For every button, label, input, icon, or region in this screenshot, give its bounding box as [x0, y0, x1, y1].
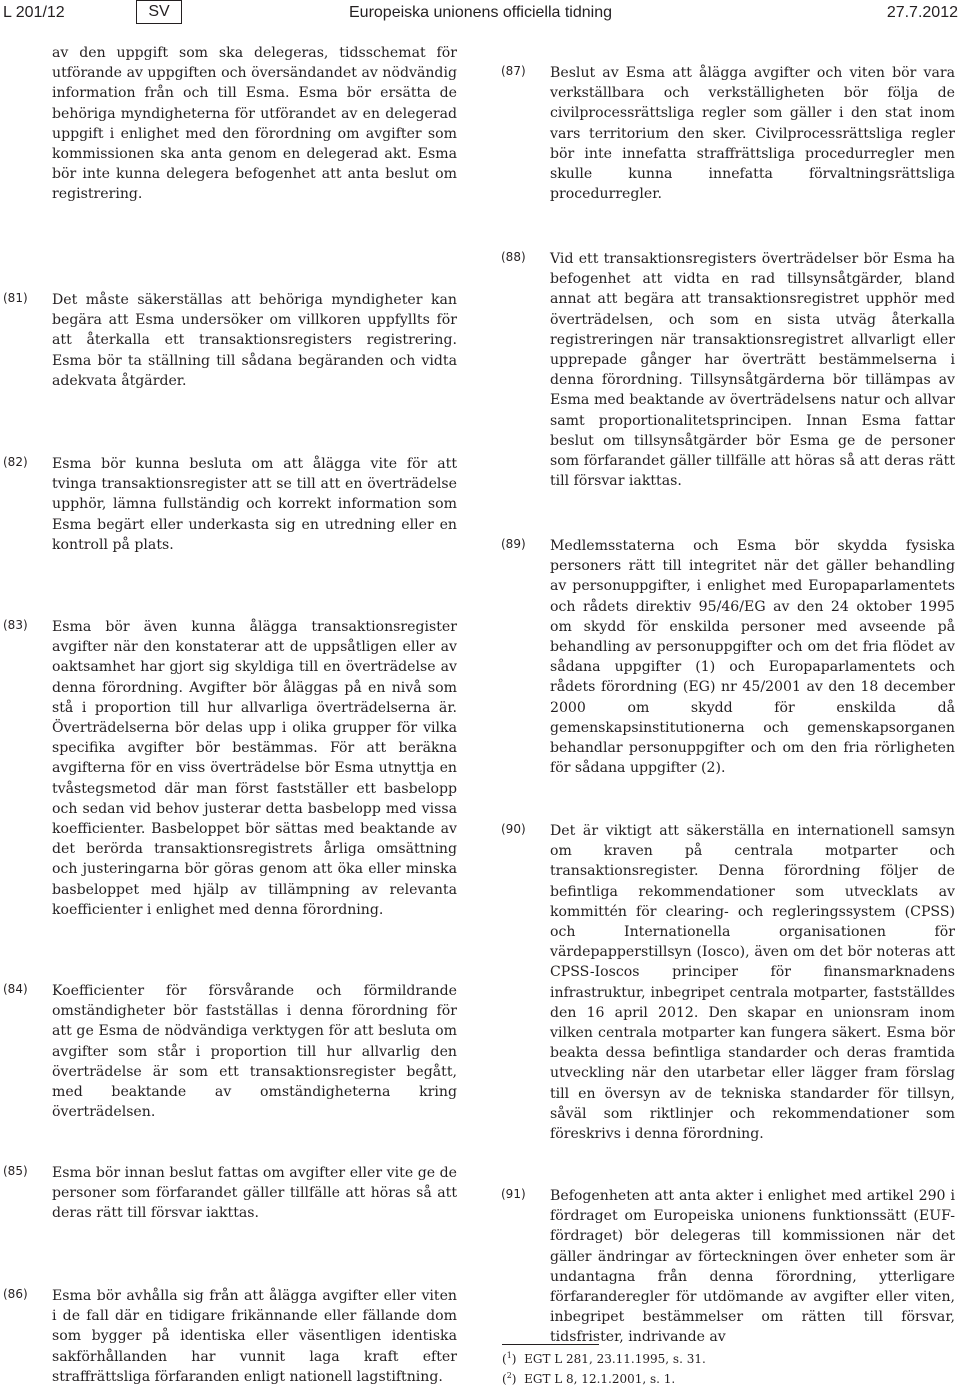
footnote-mark: 1	[506, 1351, 512, 1360]
paragraph-text: Koefficienter för försvårande och förmildrande omständigheter bör fastställas i denna förordning för att ge Esma de nödvändiga verktygen för att besluta om avgifter som står i proportion till hur allvarlig den överträdelse är som ett transaktionsregister begått, med beaktande av omständigheterna kring överträdelsen.	[52, 983, 457, 1121]
journal-title: Europeiska unionens officiella tidning	[349, 4, 612, 21]
recital-number: (86)	[3, 1287, 28, 1301]
paragraph-text: Esma bör avhålla sig från att ålägga avgifter eller viten i de fall där en tidigare frikännande eller fällande dom som bygger på identiska eller väsentligen identiska sakförhållanden har vunnit laga kraft efter straffrättsliga förfaranden enligt nationell lagstiftning.	[52, 1288, 457, 1385]
recital-number: (85)	[3, 1164, 28, 1178]
publication-date: 27.7.2012	[886, 4, 958, 21]
paragraph-text: Det är viktigt att säkerställa en internationell samsyn om kraven på centrala motparter och transaktionsregister. Denna förordning följer de befintliga rekommendationer som utvecklats av kommittén för clearing- och regleringssystem (CPSS) och Internationella organisationen för värdepapperstillsyn (Iosco), även om det bör noteras att CPSS-Ioscos principer för finansmarknadens infrastruktur, inbegripet centrala motparter, fastställdes den 16 april 2012. Den skapar en unionsram inom vilken centrala motparter kan fungera säkert. Esma bör beakta dessa befintliga standarder och deras framtida utveckling när den utarbetar eller lägger fram förslag till en översyn av de tekniska standarder för tillsyn, såväl som riktlinjer och rekommendationer som föreskrivs i denna förordning.	[550, 823, 955, 1143]
recital-number: (91)	[501, 1187, 526, 1201]
recital-number: (90)	[501, 822, 526, 836]
paragraph-text: Det måste säkerställas att behöriga myndigheter kan begära att Esma undersöker om villkoren uppfyllts för att återkalla ett transaktionsregisters registrering. Esma bör ta ställning till sådana begäranden och vidta adekvata åtgärder.	[52, 292, 457, 389]
footnote-mark: 2	[506, 1371, 512, 1380]
paragraph-text: Befogenheten att anta akter i enlighet med artikel 290 i fördraget om Europeiska unionens funktionssätt (EUF-fördraget) bör delegeras till kommissionen när det gäller ändringar av förteckningen över enheter som är undantagna från denna förordning, ytterligare förfaranderegler för utdömande av avgifter eller viten, inbegripet bestämmelser om rätten till försvar, tidsfrister, indrivande av	[550, 1188, 955, 1346]
recital-number: (83)	[3, 618, 28, 632]
paragraph-text: Esma bör kunna besluta om att ålägga vite för att tvinga transaktionsregister att se till att en överträdelse upphör, lämna fullständig och korrekt information som Esma begärt eller underkasta sig en utredning eller en kontroll på plats.	[52, 456, 457, 553]
paragraph-text: Medlemsstaterna och Esma bör skydda fysiska personers rätt till integritet när det gäller behandling av personuppgifter, i enlighet med Europaparlamentets och rådets direktiv 95/46/EG av den 24 oktober 1995 om skydd för enskilda personer med avseende på behandling av personuppgifter och om det fria flödet av sådana uppgifter (1) och Europaparlamentets och rådets förordning (EG) nr 45/2001 av den 18 december 2000 om skydd för enskilda då gemenskapsinstitutionerna och gemenskapsorganen behandlar personuppgifter och om den fria rörligheten för sådana uppgifter (2).	[550, 538, 955, 777]
recital-number: (88)	[501, 250, 526, 264]
recital-number: (81)	[3, 291, 28, 305]
recital-number: (82)	[3, 455, 28, 469]
footnote-1: ($^1$) EGT L 281, 23.11.1995, s. 31.	[502, 1351, 706, 1366]
paragraph-text: Esma bör även kunna ålägga transaktionsregister avgifter när den konstaterar att de uppsåtligen eller av oaktsamhet har gjort sig skyldiga till en överträdelse av denna förordning. Avgifter bör åläggas på en nivå som stå i proportion till hur allvarliga överträdelserna är. Överträdelserna bör delas upp i olika grupper för vilka specifika avgifter bör bestämmas. För att beräkna avgifterna för en viss överträdelse bör Esma utnyttja en tvåstegsmetod där man först fastställer ett basbelopp och sedan vid behov justerar detta basbelopp med vissa koefficienter. Basbeloppet bör sättas med beaktande av det berörda transaktionsregistrets årliga omsättning och justeringarna bör göras genom att öka eller minska basbeloppet med hjälp av tillämpning av relevanta koefficienter i enlighet med denna förordning.	[52, 619, 457, 918]
recital-number: (87)	[501, 64, 526, 78]
footnote-divider	[502, 1344, 599, 1345]
recital-number: (89)	[501, 537, 526, 551]
footnote-text: EGT L 281, 23.11.1995, s. 31.	[524, 1352, 706, 1366]
footnote-2: ($^2$) EGT L 8, 12.1.2001, s. 1.	[502, 1371, 676, 1386]
paragraph-text: Vid ett transaktionsregisters överträdelser bör Esma ha befogenhet att vidta en rad tillsynsåtgärder, bland annat att begära att transaktionsregistret upphör med överträdelsen, och som en sista utväg återkalla registreringen när transaktionsregistret allvarligt eller upprepade gånger har överträtt bestämmelserna i denna förordning. Tillsynsåtgärderna bör tillämpas av Esma med beaktande av överträdelsens natur och allvar samt proportionalitetsprincipen. Innan Esma fattar beslut om tillsynsåtgärder bör Esma ge de personer som förfarandet gäller tillfälle att höras så att deras rätt till försvar iakttas.	[550, 251, 955, 490]
journal-reference: L 201/12	[3, 4, 65, 21]
paragraph-text: av den uppgift som ska delegeras, tidsschemat för utförande av uppgiften och översändandet av nödvändig information från och till Esma. Esma bör ersätta de behöriga myndigheterna för utförandet av en delegerad uppgift i enlighet med den förordning om avgifter som kommissionen ska anta genom en delegerad akt. Esma bör inte kunna delegera befogenhet att anta beslut om registrering.	[52, 45, 457, 203]
recital-number: (84)	[3, 982, 28, 996]
footnote-text: EGT L 8, 12.1.2001, s. 1.	[524, 1372, 676, 1386]
paragraph-text: Beslut av Esma att ålägga avgifter och viten bör vara verkställbara och verkställigheten bör följa de civilprocessrättsliga regler som gäller i den stat inom vars territorium den sker. Civilprocessrättsliga regler bör inte innefatta straffrättsliga procedurregler men skulle kunna innefatta förvaltningsrättsliga procedurregler.	[550, 65, 955, 203]
language-badge: SV	[136, 0, 182, 24]
paragraph-text: Esma bör innan beslut fattas om avgifter eller vite ge de personer som förfarandet gäller tillfälle att höras så att deras rätt till försvar iakttas.	[52, 1165, 457, 1222]
page-header	[0, 0, 960, 30]
